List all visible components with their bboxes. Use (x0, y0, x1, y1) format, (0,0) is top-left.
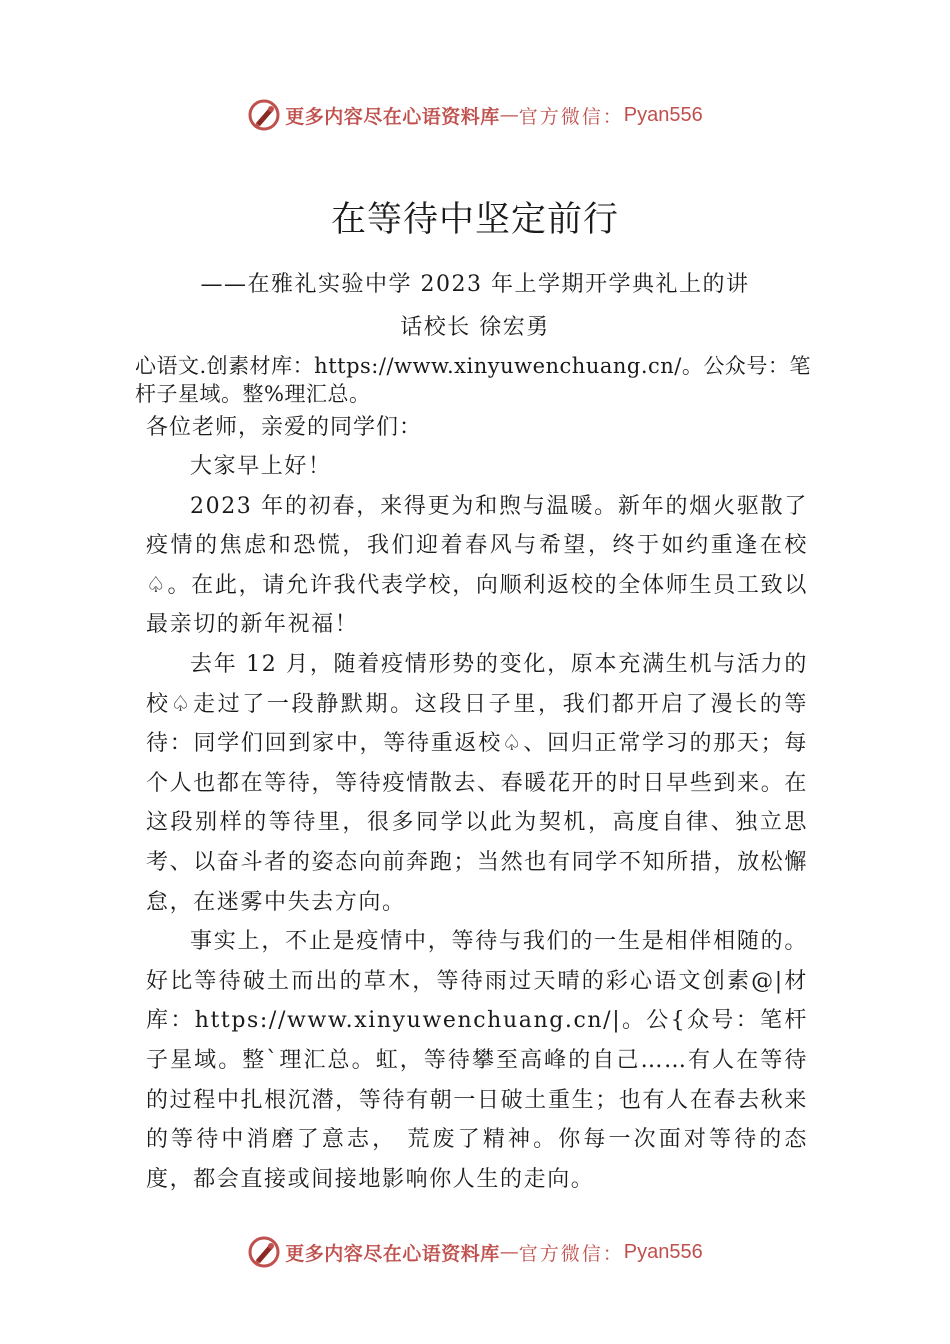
pen-logo-icon (247, 98, 281, 132)
banner-dash: — (499, 104, 519, 126)
speech-body (146, 447, 808, 1199)
banner-brand: 更多内容尽在心语资料库 (285, 105, 500, 128)
footer-banner (0, 1232, 950, 1272)
paragraph: 大家早上好！ (190, 454, 332, 479)
paragraph: 事实上，不止是疫情中，等待与我们的一生是相伴相随的。好比等待破土而出的草木，等待雨过天晴的彩心语文创素@|材库：https://www.xinyuwenchuang.cn/|。公{众号：笔杆子星域。整`理汇总。虹，等待攀至高峰的自己……有人在等待的过程中扎根沉潜，等待有朝一日破土重生；也有人在春去秋来的等待中消磨了意志， 荒废了精神。你每一次面对等待的态度，都会直接或间接地影响你人生的走向。 (146, 929, 808, 1192)
subtitle-line-1: ——在雅礼实验中学 2023 年上学期开学典礼上的讲 (200, 272, 750, 297)
banner-wechat-id: Pyan556 (623, 103, 703, 126)
greeting: 各位老师，亲爱的同学们： (146, 415, 423, 440)
paragraph: 去年 12 月，随着疫情形势的变化，原本充满生机与活力的校♤走过了一段静默期。这段日子里，我们都开启了漫长的等待：同学们回到家中，等待重返校♤、回归正常学习的那天；每个人也都在等待，等待疫情散去、春暖花开的时日早些到来。在这段别样的等待里，很多同学以此为契机，高度自律、独立思考、以奋斗者的姿态向前奔跑；当然也有同学不知所措，放松懈怠，在迷雾中失去方向。 (146, 651, 808, 915)
header-banner (0, 95, 950, 135)
pen-logo-icon (247, 1235, 281, 1269)
banner-wechat-label: 官方微信： (518, 105, 624, 128)
page-title: 在等待中坚定前行 (330, 200, 619, 240)
subtitle-line-2: 话校长 徐宏勇 (400, 315, 550, 340)
paragraph: 2023 年的初春，来得更为和煦与温暖。新年的烟火驱散了疫情的焦虑和恐慌，我们迎着春风与希望，终于如约重逢在校♤。在此，请允许我代表学校，向顺利返校的全体师生员工致以最亲切的新年祝福！ (146, 493, 808, 638)
banner-wechat-label: 官方微信： (518, 1242, 624, 1265)
source-note: 心语文.创素材库：https://www.xinyuwenchuang.cn/。公众号：笔杆子星域。整%理汇总。 (135, 354, 811, 406)
banner-dash: — (499, 1241, 519, 1263)
banner-brand: 更多内容尽在心语资料库 (285, 1242, 500, 1265)
banner-wechat-id: Pyan556 (623, 1240, 703, 1263)
